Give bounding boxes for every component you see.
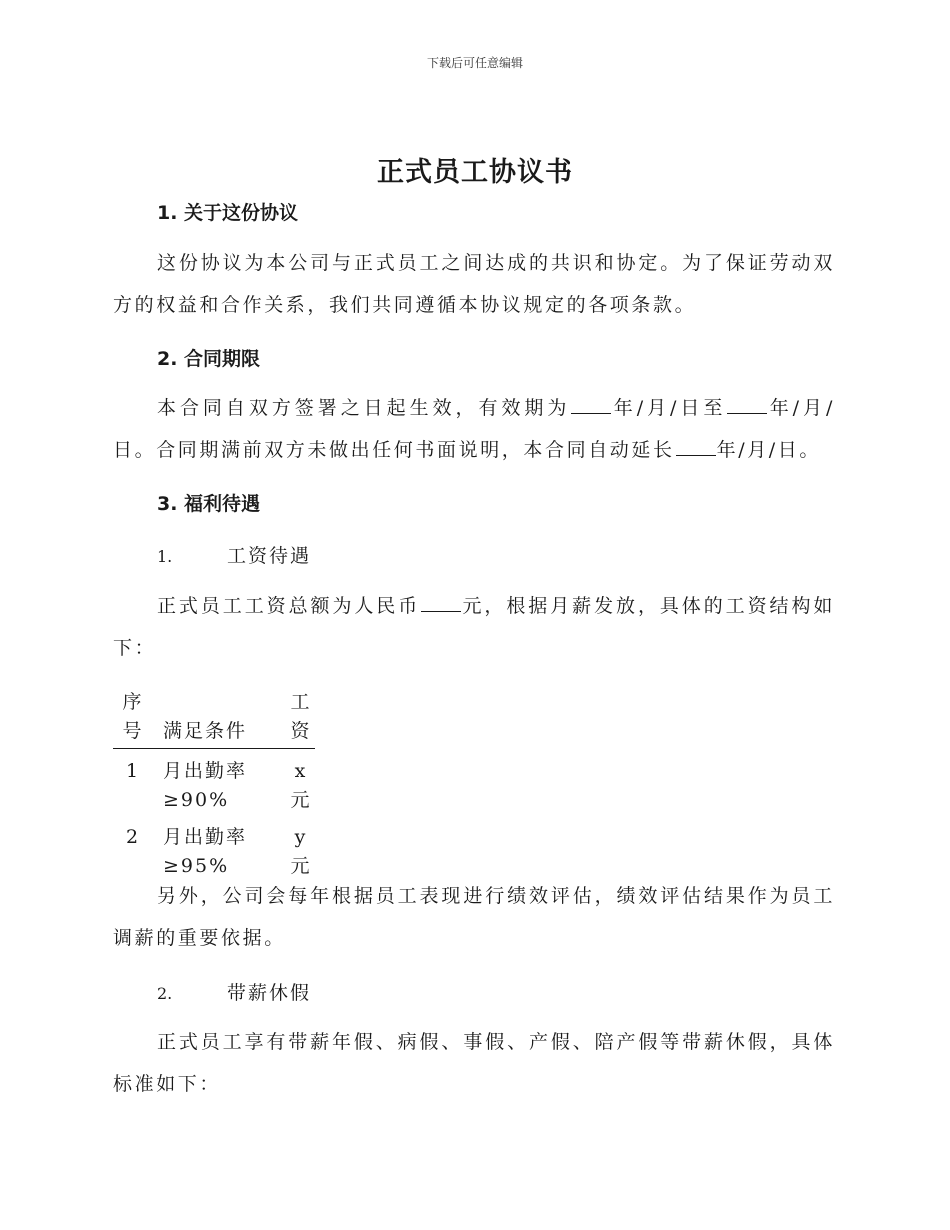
- term-start-blank: [571, 396, 611, 414]
- row-pay-line2: 元: [290, 789, 310, 811]
- section-3-heading: 3. 福利待遇: [157, 493, 261, 515]
- header-condition: 满足条件: [151, 688, 285, 749]
- term-text-d: 年/月/日。: [716, 439, 822, 461]
- term-text-a: 本合同自双方签署之日起生效，有效期为: [157, 397, 571, 419]
- row-condition: [151, 815, 285, 881]
- subsection-leave-label: 带薪休假: [227, 982, 312, 1004]
- leave-paragraph: 正式员工享有带薪年假、病假、事假、产假、陪产假等带薪休假，具体标准如下：: [113, 1031, 835, 1095]
- term-text-c: 年/月/日。合同期满前双方未做出任何书面说明，本合同自动延长: [113, 397, 836, 461]
- performance-paragraph: 另外，公司会每年根据员工表现进行绩效评估，绩效评估结果作为员工调薪的重要依据。: [113, 885, 835, 949]
- header-pay-line2: 资: [290, 720, 310, 742]
- row-pay-line1: x: [294, 760, 306, 782]
- row-index: 2: [125, 826, 139, 848]
- table-row: [113, 749, 315, 816]
- salary-text-a: 正式员工工资总额为人民币: [157, 595, 421, 617]
- section-1-heading: 1. 关于这份协议: [157, 202, 299, 224]
- row-condition-line1: 月出勤率: [163, 760, 248, 782]
- term-extend-blank: [676, 438, 716, 456]
- row-condition-line2: ≥90%: [163, 789, 230, 811]
- row-condition: [151, 749, 285, 816]
- subsection-salary-label: 工资待遇: [227, 545, 312, 567]
- section-2-heading: 2. 合同期限: [157, 348, 261, 370]
- table-row: [113, 815, 315, 881]
- header-index-line2: 号: [122, 720, 142, 742]
- salary-table: [113, 688, 315, 881]
- section-1-paragraph: 这份协议为本公司与正式员工之间达成的共识和协定。为了保证劳动双方的权益和合作关系，我们共同遵循本协议规定的各项条款。: [113, 252, 835, 316]
- subsection-leave-number: 2.: [157, 984, 173, 1003]
- header-index: [113, 688, 151, 749]
- row-index: 1: [125, 760, 139, 782]
- term-end-blank: [727, 396, 767, 414]
- header-pay-line1: 工: [290, 691, 310, 713]
- row-condition-line1: 月出勤率: [163, 826, 248, 848]
- header-index-line1: 序: [122, 691, 142, 713]
- row-pay: [285, 815, 315, 881]
- subsection-salary-number: 1.: [157, 547, 173, 566]
- header-pay: [285, 688, 315, 749]
- salary-text-b: 元，根据月薪发放，具体的工资结构如下：: [113, 595, 835, 659]
- row-pay-line1: y: [294, 826, 306, 848]
- salary-table-header-row: [113, 688, 315, 749]
- row-pay: [285, 749, 315, 816]
- subsection-leave: [157, 978, 311, 1005]
- header-note: 下载后可任意编辑: [426, 56, 523, 70]
- document-title: 正式员工协议书: [377, 157, 573, 188]
- row-condition-line2: ≥95%: [163, 855, 230, 877]
- section-2-paragraph: [113, 387, 835, 471]
- row-pay-line2: 元: [290, 855, 310, 877]
- term-text-b: 年/月/日至: [612, 397, 727, 419]
- subsection-salary: [157, 541, 311, 568]
- salary-amount-blank: [421, 594, 461, 612]
- salary-paragraph: [113, 585, 835, 669]
